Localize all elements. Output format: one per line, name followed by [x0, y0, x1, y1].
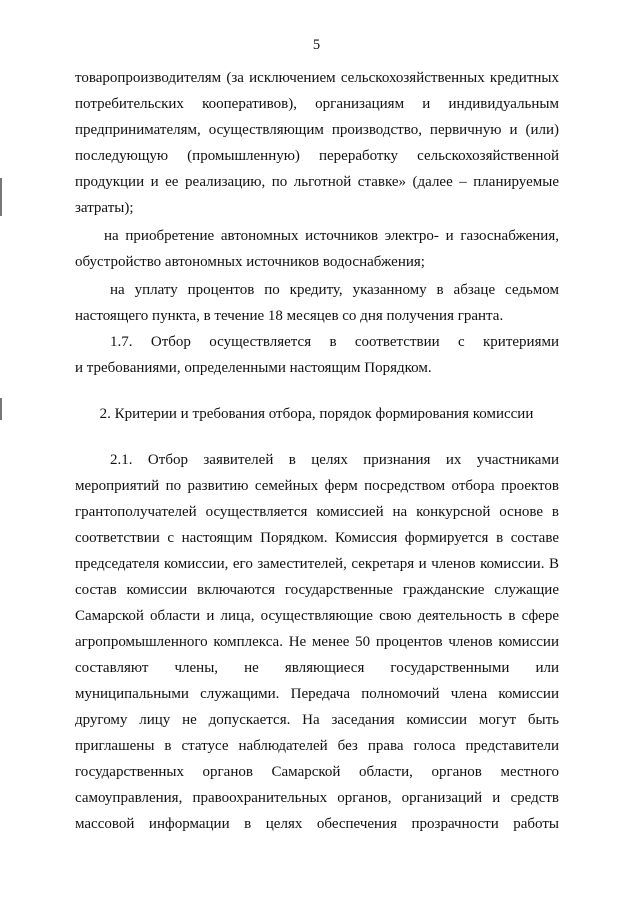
text-line: и требованиями, определенными настоящим Порядком.	[75, 360, 432, 376]
text-line: 2.1. Отбор заявителей в целях признания их участниками	[110, 452, 559, 468]
text-line: на приобретение автономных источников электро- и газоснабжения,	[104, 228, 559, 244]
page-number: 5	[312, 37, 321, 53]
text-line: состав комиссии включаются государственные гражданские служащие	[75, 582, 559, 598]
text-line: муниципальными служащими. Передача полномочий члена комиссии	[75, 686, 559, 702]
text-line: приглашены в статусе наблюдателей без права голоса представители	[75, 738, 559, 754]
text-line: составляют члены, не являющиеся государственными или	[75, 660, 559, 676]
text-line: затраты);	[75, 200, 134, 216]
text-line: агропромышленного комплекса. Не менее 50 процентов членов комиссии	[75, 634, 559, 650]
text-line: другому лицу не допускается. На заседания комиссии могут быть	[75, 712, 559, 728]
text-line: 1.7. Отбор осуществляется в соответствии с критериями	[110, 334, 559, 350]
text-line: последующую (промышленную) переработку сельскохозяйственной	[75, 148, 559, 164]
text-line: потребительских кооперативов), организациям и индивидуальным	[75, 96, 559, 112]
text-line: настоящего пункта, в течение 18 месяцев со дня получения гранта.	[75, 308, 504, 324]
text-line: государственных органов Самарской области, органов местного	[75, 764, 559, 780]
text-line: массовой информации в целях обеспечения прозрачности работы	[75, 816, 559, 832]
text-line: мероприятий по развитию семейных ферм посредством отбора проектов	[75, 478, 559, 494]
text-line: продукции и ее реализацию, по льготной ставке» (далее – планируемые	[75, 174, 559, 190]
text-line: соответствии с настоящим Порядком. Комиссия формируется в составе	[75, 530, 559, 546]
text-line: на уплату процентов по кредиту, указанному в абзаце седьмом	[110, 282, 559, 298]
text-line: обустройство автономных источников водоснабжения;	[75, 254, 425, 270]
text-line: предпринимателям, осуществляющим производство, первичную и (или)	[75, 122, 559, 138]
text-line: грантополучателей осуществляется комиссией на конкурсной основе в	[75, 504, 559, 520]
text-line: председателя комиссии, его заместителей, секретаря и членов комиссии. В	[75, 556, 559, 572]
scan-edge-mark	[0, 178, 2, 216]
text-line: товаропроизводителям (за исключением сельскохозяйственных кредитных	[75, 70, 559, 86]
text-line: самоуправления, правоохранительных органов, организаций и средств	[75, 790, 559, 806]
scan-edge-mark	[0, 398, 2, 420]
text-line: Самарской области и лица, осуществляющие свою деятельность в сфере	[75, 608, 559, 624]
section-heading: 2. Критерии и требования отбора, порядок формирования комиссии	[99, 406, 534, 422]
